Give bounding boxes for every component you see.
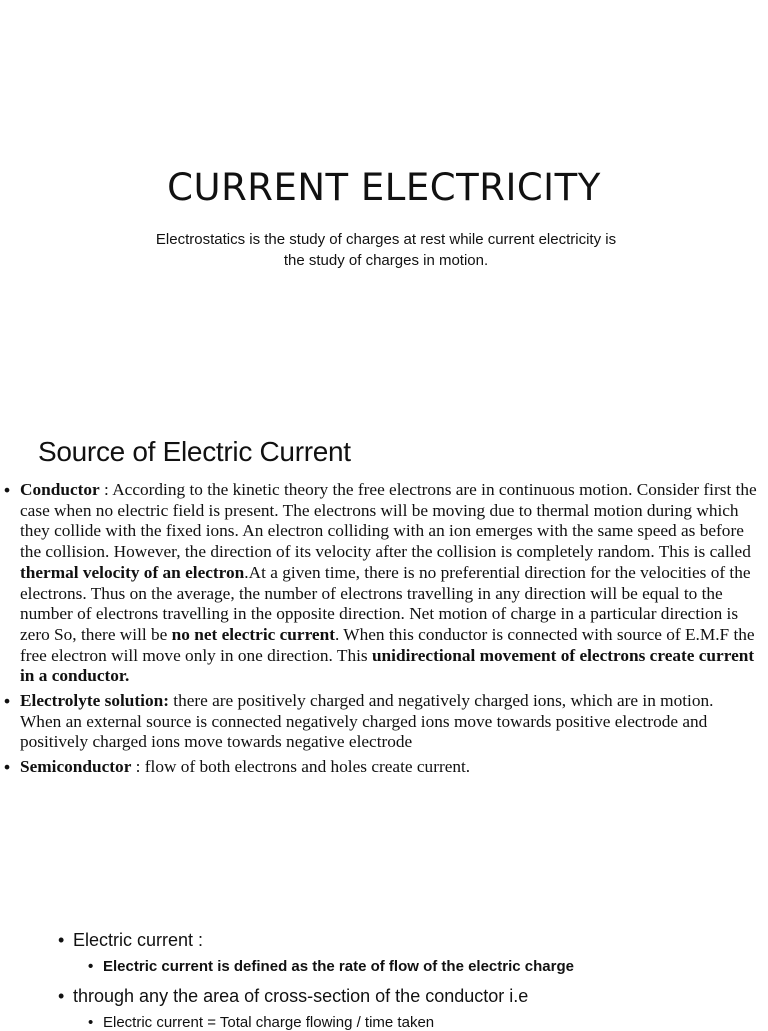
conductor-text-2: .At a given time, there is no preferential direction for the velocities of the electrons. Thus on the average, the number of electrons travelling in any direction will be equal to the number of electrons travelling in the opposite direction. Net motion of charge in a particular direction is zero So, there will be (20, 562, 751, 644)
bullet-conductor (4, 480, 758, 687)
conductor-bold-3: unidirectional movement of electrons create current in a conductor. (20, 645, 755, 686)
conductor-text-3: . When this conductor is connected with source of E.M.F the free electron will move only in one direction. This (20, 624, 755, 665)
bullet-text (20, 757, 758, 778)
item-text: Electric current : (73, 930, 204, 950)
conductor-bold-2: no net electric current (171, 624, 335, 644)
list-item-electric-current (58, 930, 203, 951)
bullet-semiconductor (4, 757, 758, 778)
term-electrolyte: Electrolyte solution: (20, 691, 169, 711)
page-subtitle (112, 229, 660, 271)
bullet-marker: • (4, 757, 11, 778)
bullet-marker: • (4, 691, 11, 712)
bullet-marker: • (4, 480, 11, 500)
list-item-cross-section (58, 986, 528, 1007)
bullet-text (20, 480, 758, 687)
electrolyte-text: there are positively charged and negatively charged ions, which are in motion. When an external source is connected negatively charged ions move towards positive electrode and positively charged ions move towards negative electrode (20, 691, 714, 752)
slide-title (0, 0, 768, 420)
bullet-electrolyte (4, 691, 758, 753)
bullet-marker: • (88, 1014, 94, 1031)
bullet-text (20, 691, 758, 753)
bullet-marker: • (58, 986, 65, 1006)
subtitle-line-2: the study of charges in motion. (283, 252, 489, 269)
conductor-bold-1: thermal velocity of an electron (20, 562, 245, 582)
list-subitem-formula (88, 1014, 434, 1031)
bullet-list (4, 480, 758, 782)
list-subitem-definition (88, 958, 574, 975)
term-conductor: Conductor (20, 480, 100, 499)
conductor-text-1: : According to the kinetic theory the free electrons are in continuous motion. Consider first the case when no electric field is present. The electrons will be moving due to thermal motion during which they collide with the fixed ions. An electron colliding with an ion emerges with the same speed as before the collision. However, the direction of its velocity after the collision is completely random. This is called (20, 480, 757, 562)
bullet-marker: • (88, 958, 94, 975)
bullet-marker: • (58, 930, 65, 950)
term-semiconductor: Semiconductor (20, 757, 132, 777)
subitem-text: Electric current = Total charge flowing / time taken (103, 1014, 435, 1031)
subitem-text: Electric current is defined as the rate of flow of the electric charge (103, 958, 574, 975)
subtitle-line-1: Electrostatics is the study of charges at rest while current electricity is (155, 231, 617, 248)
semiconductor-text: : flow of both electrons and holes create current. (131, 757, 471, 777)
page-title: CURRENT ELECTRICITY (167, 166, 601, 209)
item-text: through any the area of cross-section of the conductor i.e (73, 986, 529, 1006)
section-heading: Source of Electric Current (38, 436, 351, 467)
